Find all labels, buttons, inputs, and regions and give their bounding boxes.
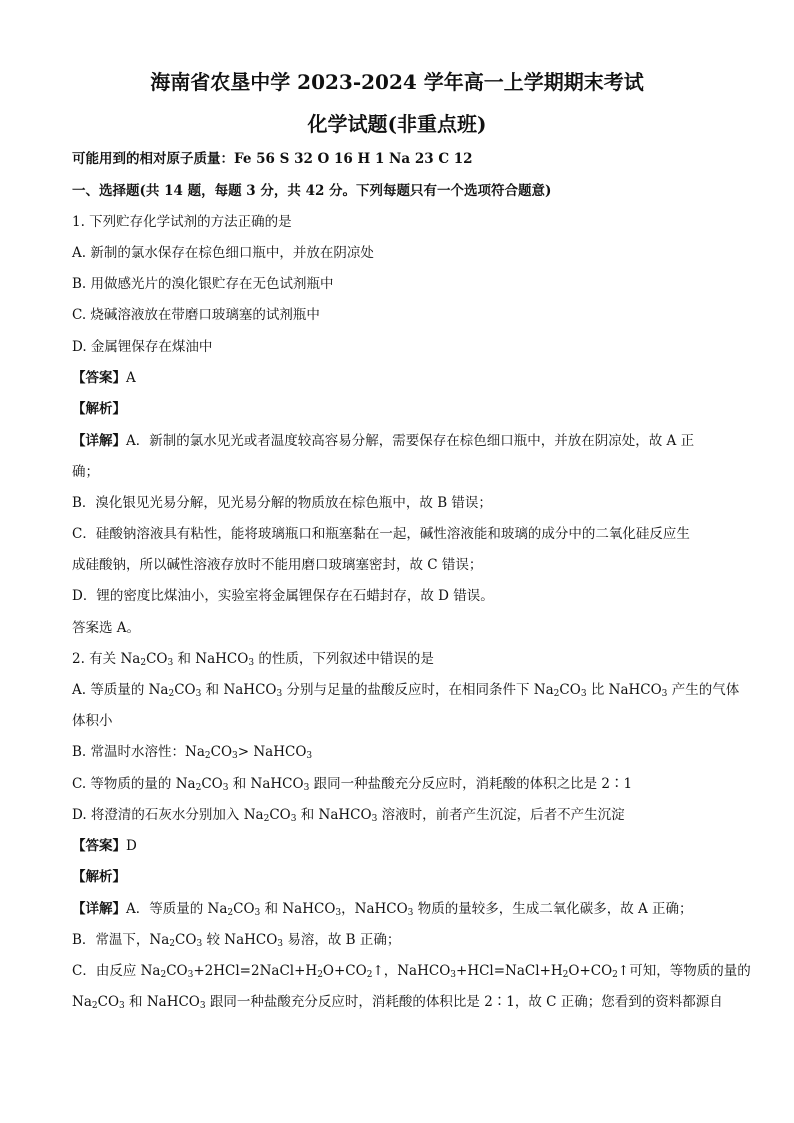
q2-analysis-label: 【解析】 bbox=[72, 869, 126, 885]
detail-label: 【详解】 bbox=[72, 433, 126, 449]
q1-detail-line: C．硅酸钠溶液具有粘性，能将玻璃瓶口和瓶塞黏在一起，碱性溶液能和玻璃的成分中的二氧化硅反应生 bbox=[72, 526, 690, 542]
q1-stem: 1. 下列贮存化学试剂的方法正确的是 bbox=[72, 214, 292, 230]
q2-option-b: B. 常温时水溶性：$Na_2CO_3>$ NaHCO$_3$ bbox=[72, 744, 313, 761]
q2-option-a: A. 等质量的 $Na_2CO_3$ 和 NaHCO$_3$ 分别与足量的盐酸反应时，在相同条件下 $Na_2CO_3$ 比 NaHCO$_3$ 产生的气体 bbox=[72, 682, 740, 699]
q1-detail-line: B．溴化银见光易分解，见光易分解的物质放在棕色瓶中，故 B 错误； bbox=[72, 495, 492, 511]
q2-detail-c-cont: $Na_2CO_3$ 和 NaHCO$_3$ 跟同一种盐酸充分反应时，消耗酸的体积比是 2∶1，故 C 正确；您看到的资料都源自 bbox=[72, 994, 723, 1011]
atomic-masses: 可能用到的相对原子质量：Fe 56 S 32 O 16 H 1 Na 23 C 12 bbox=[72, 151, 473, 167]
q1-option-a: A. 新制的氯水保存在棕色细口瓶中，并放在阴凉处 bbox=[72, 245, 374, 261]
q1-detail-line: 确； bbox=[72, 464, 99, 480]
q2-option-a-cont: 体积小 bbox=[72, 713, 113, 729]
q1-option-b: B. 用做感光片的溴化银贮存在无色试剂瓶中 bbox=[72, 276, 334, 292]
section-heading: 一、选择题(共 14 题，每题 3 分，共 42 分。下列每题只有一个选项符合题意) bbox=[72, 183, 552, 199]
q1-detail-line bbox=[72, 432, 722, 450]
answer-value: D bbox=[126, 838, 137, 854]
q2-stem: 2. 有关 $Na_2CO_3$ 和 NaHCO$_3$ 的性质，下列叙述中错误的是 bbox=[72, 651, 434, 668]
q1-analysis-label: 【解析】 bbox=[72, 401, 126, 417]
q2-answer bbox=[72, 837, 722, 855]
q2-detail-c: C．由反应 $Na_2CO_3+2HCl=2NaCl+H_2O+CO_2↑$，$NaHCO_3+HCl=NaCl+H_2O+CO_2↑$可知，等物质的量的 bbox=[72, 963, 751, 980]
answer-label: 【答案】 bbox=[72, 370, 126, 386]
q1-option-d: D. 金属锂保存在煤油中 bbox=[72, 339, 213, 355]
answer-value: A bbox=[126, 370, 136, 386]
q2-detail-a: 【详解】A．等质量的 $Na_2CO_3$ 和 NaHCO$_3$，NaHCO$_3$ 物质的量较多，生成二氧化碳多，故 A 正确； bbox=[72, 901, 693, 918]
page-title: 海南省农垦中学 2023-2024 学年高一上学期期末考试 bbox=[150, 70, 644, 94]
detail-text: A．新制的氯水见光或者温度较高容易分解，需要保存在棕色细口瓶中，并放在阴凉处，故 A 正 bbox=[126, 433, 695, 449]
q1-conclusion: 答案选 A。 bbox=[72, 620, 141, 636]
q2-option-c: C. 等物质的量的 $Na_2CO_3$ 和 NaHCO$_3$ 跟同一种盐酸充分反应时，消耗酸的体积之比是 2∶1 bbox=[72, 776, 633, 793]
q1-detail-line: 成硅酸钠，所以碱性溶液存放时不能用磨口玻璃塞密封，故 C 错误； bbox=[72, 557, 483, 573]
q1-option-c: C. 烧碱溶液放在带磨口玻璃塞的试剂瓶中 bbox=[72, 307, 320, 323]
q1-answer bbox=[72, 369, 722, 387]
q2-detail-b: B．常温下，$Na_2CO_3$ 较 NaHCO$_3$ 易溶，故 B 正确； bbox=[72, 932, 401, 949]
page-subtitle: 化学试题(非重点班) bbox=[307, 112, 487, 136]
q1-detail-line: D．锂的密度比煤油小，实验室将金属锂保存在石蜡封存，故 D 错误。 bbox=[72, 588, 494, 604]
answer-label: 【答案】 bbox=[72, 838, 126, 854]
q2-option-d: D. 将澄清的石灰水分别加入 $Na_2CO_3$ 和 NaHCO$_3$ 溶液时，前者产生沉淀，后者不产生沉淀 bbox=[72, 807, 625, 824]
